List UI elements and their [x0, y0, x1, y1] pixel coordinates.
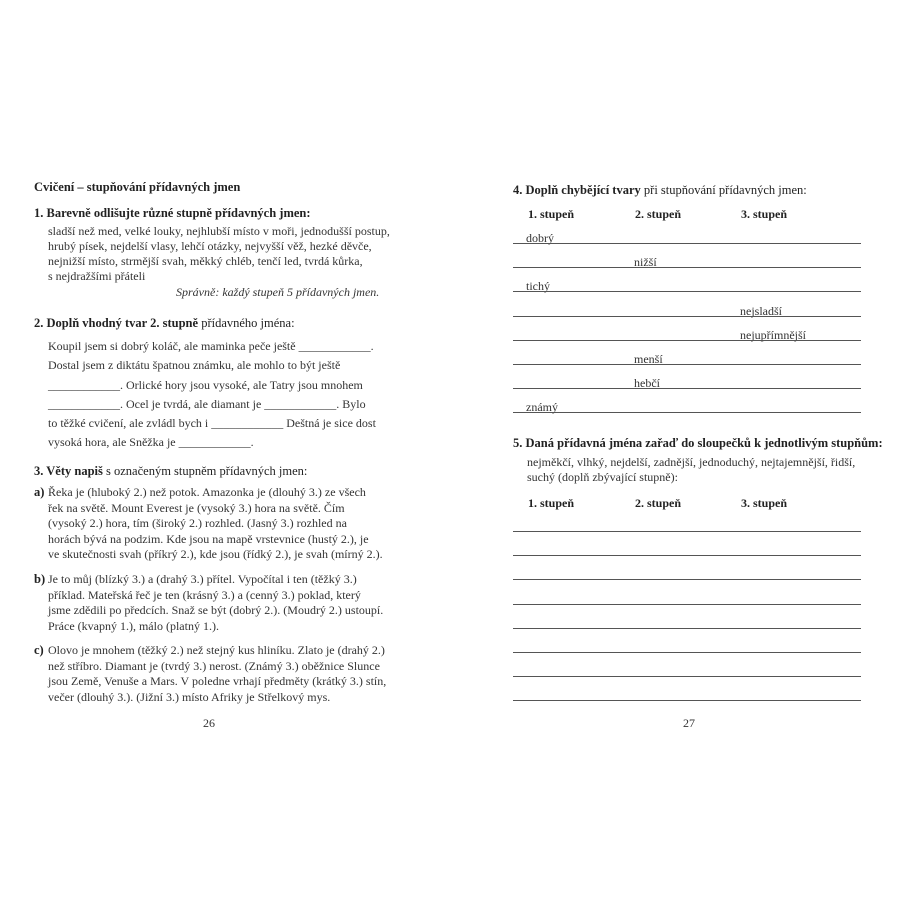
exercise-4-heading-bold: 4. Doplň chybějící tvary	[513, 183, 641, 197]
answer-line	[513, 628, 861, 629]
page-number-left: 26	[203, 716, 215, 730]
exercise-3c-line: než stříbro. Diamant je (tvrdý 3.) nerost. (Známý 3.) oběžnice Slunce	[48, 658, 380, 673]
table-row-word: nejsladší	[740, 303, 782, 318]
exercise-2-text	[48, 337, 386, 453]
table-row-word: menší	[634, 352, 663, 366]
answer-line	[513, 412, 861, 413]
answer-line	[513, 604, 861, 605]
right-page	[450, 0, 900, 900]
exercise-2-heading-bold: 2. Doplň vhodný tvar 2. stupně	[34, 316, 199, 330]
exercise-3c-line: jsou Země, Venuše a Mars. V poledne vrhají předměty (krátký 3.) stín,	[48, 674, 387, 689]
column-header-1: 1. stupeň	[528, 207, 575, 221]
answer-line	[513, 243, 861, 244]
exercise-1-line: sladší než med, velké louky, nejhlubší místo v moři, jednodušší postup,	[48, 224, 390, 238]
table-row-word: známý	[526, 400, 558, 415]
exercise-3a-text	[48, 485, 386, 563]
table-row-word: nejupřímnější	[740, 327, 806, 342]
column-header-2: 2. stupeň	[635, 496, 682, 510]
exercise-4-heading-rest: při stupňování přídavných jmen:	[640, 183, 807, 197]
exercise-3c-label: c)	[34, 643, 44, 657]
answer-line	[513, 316, 861, 317]
exercise-5-heading: 5. Daná přídavná jména zařaď do sloupečků k jednotlivým stupňům:	[513, 436, 883, 450]
answer-line	[513, 531, 861, 532]
exercise-3b-line: jsme zdědili po předcích. Snaž se být (dobrý 2.). (Moudrý 2.) ustoupí.	[48, 603, 384, 618]
page-title: Cvičení – stupňování přídavných jmen	[34, 180, 241, 194]
exercise-2-line: to těžké cvičení, ale zvládl bych i ____________ Deštná je sice dost	[48, 416, 376, 431]
exercise-3c-text	[48, 643, 386, 705]
exercise-2-line: Dostal jsem z diktátu špatnou známku, ale mohlo to být ještě	[48, 358, 341, 373]
answer-line	[513, 364, 861, 365]
exercise-3b-line: příklad. Mateřská řeč je ten (krásný 3.) a (cenný 3.) poklad, který	[48, 587, 361, 602]
exercise-3a-line: horách bývá na podzim. Kde jsou na mapě vrstevnice (hustý 2.), je	[48, 531, 369, 546]
answer-line	[513, 340, 861, 341]
column-header-3: 3. stupeň	[741, 496, 788, 510]
exercise-2-heading-rest: přídavného jména:	[198, 316, 295, 330]
exercise-5-line: nejměkčí, vlhký, nejdelší, zadnější, jednoduchý, nejtajemnější, řidší,	[527, 455, 856, 469]
table-row-word: hebčí	[634, 376, 660, 391]
exercise-3-heading-bold: 3. Věty napiš	[34, 464, 103, 478]
answer-line	[513, 388, 861, 389]
exercise-2-line: Koupil jsem si dobrý koláč, ale maminka peče ještě ____________.	[48, 339, 374, 353]
column-header-1: 1. stupeň	[528, 496, 575, 510]
exercise-1-text	[48, 224, 390, 284]
table-row-word: dobrý	[526, 231, 554, 245]
exercise-1-line: hrubý písek, nejdelší vlasy, lehčí otázky, nejvyšší věž, hezké děvče,	[48, 239, 372, 253]
exercise-3b-text	[48, 572, 386, 634]
exercise-3a-line: (vysoký 2.) hora, tím (široký 2.) rozhled. (Jasný 3.) rozhled na	[48, 516, 347, 531]
page-number-right: 27	[683, 716, 695, 730]
table-row-word: tichý	[526, 279, 550, 294]
exercise-4-heading	[513, 183, 807, 198]
exercise-1-heading: 1. Barevně odlišujte různé stupně přídavných jmen:	[34, 206, 311, 220]
exercise-2-line: ____________. Orlické hory jsou vysoké, ale Tatry jsou mnohem	[48, 377, 363, 392]
exercise-3a-line: ve skutečnosti svah (příkrý 2.), kde jsou (řídký 2.), je svah (mírný 2.).	[48, 547, 383, 562]
exercise-3b-label: b)	[34, 572, 46, 586]
exercise-2-line: vysoká hora, ale Sněžka je ____________.	[48, 435, 254, 450]
answer-line	[513, 652, 861, 653]
exercise-3a-line: řek na světě. Mount Everest je (vysoký 3.) hora na světě. Čím	[48, 500, 345, 515]
column-header-3: 3. stupeň	[741, 207, 788, 221]
answer-line	[513, 291, 861, 292]
answer-line	[513, 676, 861, 677]
exercise-2-line: ____________. Ocel je tvrdá, ale diamant je ____________. Bylo	[48, 396, 366, 411]
exercise-3c-line: Olovo je mnohem (těžký 2.) než stejný kus hliníku. Zlato je (drahý 2.)	[48, 643, 385, 657]
exercise-1-line: s nejdražšími přáteli	[48, 269, 146, 283]
exercise-3b-line: Práce (kvapný 1.), málo (platný 1.).	[48, 618, 219, 633]
exercise-3-heading	[34, 464, 307, 479]
exercise-1-line: nejnižší místo, strmější svah, měkký chléb, tenčí led, tvrdá kůrka,	[48, 254, 363, 268]
exercise-5-text	[527, 455, 855, 485]
answer-line	[513, 579, 861, 580]
exercise-1-answer: Správně: každý stupeň 5 přídavných jmen.	[176, 285, 380, 299]
table-row-word: nižší	[634, 255, 657, 270]
exercise-5-line: suchý (doplň zbývající stupně):	[527, 470, 678, 484]
answer-line	[513, 700, 861, 701]
exercise-3a-line: Řeka je (hluboký 2.) než potok. Amazonka je (dlouhý 3.) ze všech	[48, 485, 366, 499]
column-header-2: 2. stupeň	[635, 207, 682, 221]
exercise-3b-line: Je to můj (blízký 3.) a (drahý 3.) přítel. Vypočítal i ten (těžký 3.)	[48, 572, 357, 586]
exercise-2-heading	[34, 316, 295, 331]
answer-line	[513, 267, 861, 268]
answer-line	[513, 555, 861, 556]
exercise-3c-line: večer (dlouhý 3.). (Jižní 3.) místo Afriky je Střelkový mys.	[48, 689, 331, 704]
exercise-3-heading-rest: s označeným stupněm přídavných jmen:	[102, 464, 308, 478]
exercise-3a-label: a)	[34, 485, 45, 499]
